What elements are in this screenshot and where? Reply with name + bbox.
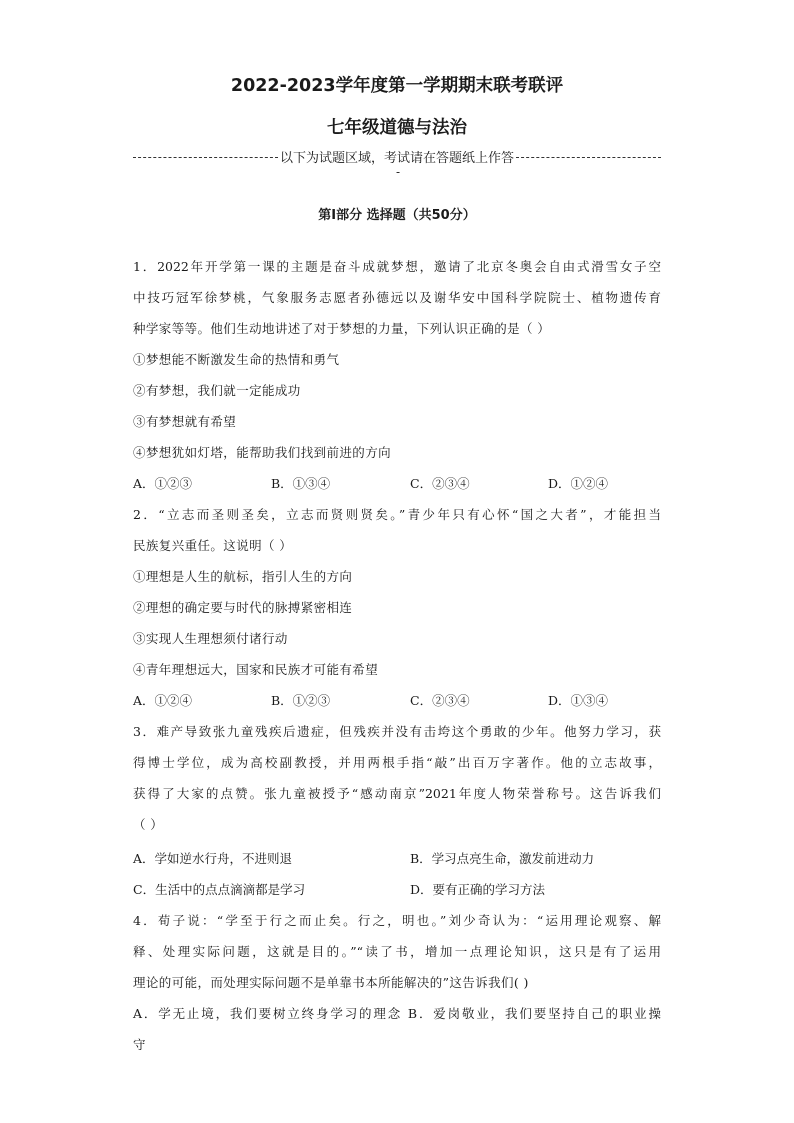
q3-stem-line-3: 获得了大家的点赞。张九童被授予“感动南京”2021年度人物荣誉称号。这告诉我们	[133, 786, 661, 801]
q1-item-1: ①梦想能不断激发生命的热情和勇气	[133, 352, 340, 367]
q2-option-b: B．①②③	[271, 693, 331, 708]
q1-option-c: C．②③④	[410, 476, 470, 491]
q1-stem-line-1: 1．2022年开学第一课的主题是奋斗成就梦想，邀请了北京冬奥会自由式滑雪女子空	[133, 259, 661, 274]
q1-item-2: ②有梦想，我们就一定能成功	[133, 383, 301, 398]
q1-stem-line-2: 中技巧冠军徐梦桃，气象服务志愿者孙德远以及谢华安中国科学院院士、植物遗传育	[133, 290, 661, 305]
exam-title: 2022-2023学年度第一学期期末联考联评	[230, 76, 564, 96]
q1-item-3: ③有梦想就有希望	[133, 414, 237, 429]
q2-option-c: C．②③④	[410, 693, 470, 708]
q4-options-line: A．学无止境，我们要树立终身学习的理念 B．爱岗敬业，我们要坚持自己的职业操	[133, 1006, 661, 1021]
q2-item-2: ②理想的确定要与时代的脉搏紧密相连	[133, 600, 353, 615]
q1-stem-line-3: 种学家等等。他们生动地讲述了对于梦想的力量，下列认识正确的是（ ）	[133, 321, 551, 336]
q1-option-a: A．①②③	[133, 476, 193, 491]
q3-option-b: B．学习点亮生命，激发前进动力	[410, 851, 595, 866]
q1-item-4: ④梦想犹如灯塔，能帮助我们找到前进的方向	[133, 445, 392, 460]
q4-stem-line-1: 4．荀子说：“学至于行之而止矣。行之，明也。”刘少奇认为：“运用理论观察、解	[133, 913, 661, 928]
q2-item-4: ④青年理想远大，国家和民族才可能有希望	[133, 662, 379, 677]
q3-stem-line-2: 得博士学位，成为高校副教授，并用两根手指“敲”出百万字著作。他的立志故事，	[133, 755, 661, 770]
section-title: 第Ⅰ部分 选择题（共50分）	[318, 208, 476, 223]
q2-stem-line-1: 2．“立志而圣则圣矣，立志而贤则贤矣。”青少年只有心怀“国之大者”，才能担当	[133, 507, 661, 522]
answer-area-notice	[133, 146, 661, 166]
q1-option-b: B．①③④	[271, 476, 331, 491]
q3-stem-line-4: （ ）	[133, 817, 164, 832]
dashed-rule-left	[133, 157, 278, 158]
exam-subtitle: 七年级道德与法治	[327, 118, 467, 138]
q2-item-1: ①理想是人生的航标，指引人生的方向	[133, 569, 353, 584]
q3-option-a: A．学如逆水行舟，不进则退	[133, 851, 293, 866]
q3-option-c: C．生活中的点点滴滴都是学习	[133, 882, 306, 897]
q3-option-d: D．要有正确的学习方法	[410, 882, 546, 897]
q4-stem-line-2: 释、处理实际问题，这就是目的。”“读了书，增加一点理论知识，这只是有了运用	[133, 944, 661, 959]
q4-options-tail: 守	[133, 1037, 146, 1052]
q2-option-d: D．①③④	[548, 693, 609, 708]
dashed-rule-right	[516, 157, 661, 158]
q3-stem-line-1: 3．难产导致张九童残疾后遗症，但残疾并没有击垮这个勇敢的少年。他努力学习，获	[133, 724, 661, 739]
q2-option-a: A．①②④	[133, 693, 193, 708]
q4-stem-line-3: 理论的可能，而处理实际问题不是单靠书本所能解决的”这告诉我们( )	[133, 975, 529, 990]
q2-stem-line-2: 民族复兴重任。这说明（ ）	[133, 538, 293, 553]
q2-item-3: ③实现人生理想须付诸行动	[133, 631, 288, 646]
answer-area-notice-text: 以下为试题区域，考试请在答题纸上作答	[280, 150, 515, 166]
notice-tail: -	[396, 165, 401, 179]
q1-option-d: D．①②④	[548, 476, 609, 491]
